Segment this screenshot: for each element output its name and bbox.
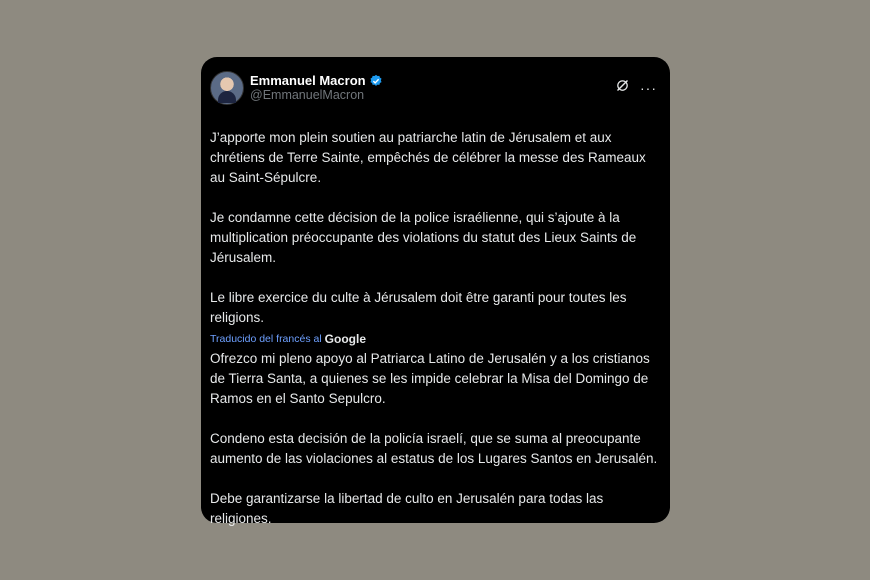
- author-handle[interactable]: @EmmanuelMacron: [250, 88, 365, 102]
- grok-icon[interactable]: [615, 78, 630, 98]
- author-name-row: [250, 73, 383, 88]
- translation-label[interactable]: Traducido del francés al: [210, 332, 322, 345]
- translated-paragraph-3: Debe garantizarse la libertad de culto en Jerusalén para todas las religiones.: [210, 491, 604, 526]
- header-actions: [615, 78, 657, 98]
- original-paragraph-3: Le libre exercice du culte à Jérusalem doit être garanti pour toutes les religions.: [210, 290, 627, 325]
- translated-paragraph-2: Condeno esta decisión de la policía israelí, que se suma al preocupante aumento de las violaciones al estatus de los Lugares Santos en Jerusalén.: [210, 431, 658, 466]
- verified-badge-icon: [369, 74, 383, 88]
- author-name[interactable]: Emmanuel Macron: [250, 73, 366, 88]
- tweet-header: [210, 71, 661, 105]
- original-paragraph-1: J’apporte mon plein soutien au patriarche latin de Jérusalem et aux chrétiens de Terre Sainte, empêchés de célébrer la messe des Rameaux au Saint-Sépulcre.: [210, 130, 646, 185]
- translated-paragraph-1: Ofrezco mi pleno apoyo al Patriarca Latino de Jerusalén y a los cristianos de Tierra Santa, a quienes se les impide celebrar la Misa del Domingo de Ramos en el Santo Sepulcro.: [210, 351, 650, 406]
- original-paragraph-2: Je condamne cette décision de la police israélienne, qui s’ajoute à la multiplication préoccupante des violations du statut des Lieux Saints de Jérusalem.: [210, 210, 637, 265]
- google-logo: Google: [324, 331, 367, 346]
- author-info: [250, 73, 383, 103]
- tweet-text: [210, 128, 661, 529]
- more-icon[interactable]: ···: [640, 80, 657, 96]
- avatar[interactable]: [210, 71, 244, 105]
- tweet-card: [201, 57, 670, 526]
- translation-attribution: [210, 330, 661, 347]
